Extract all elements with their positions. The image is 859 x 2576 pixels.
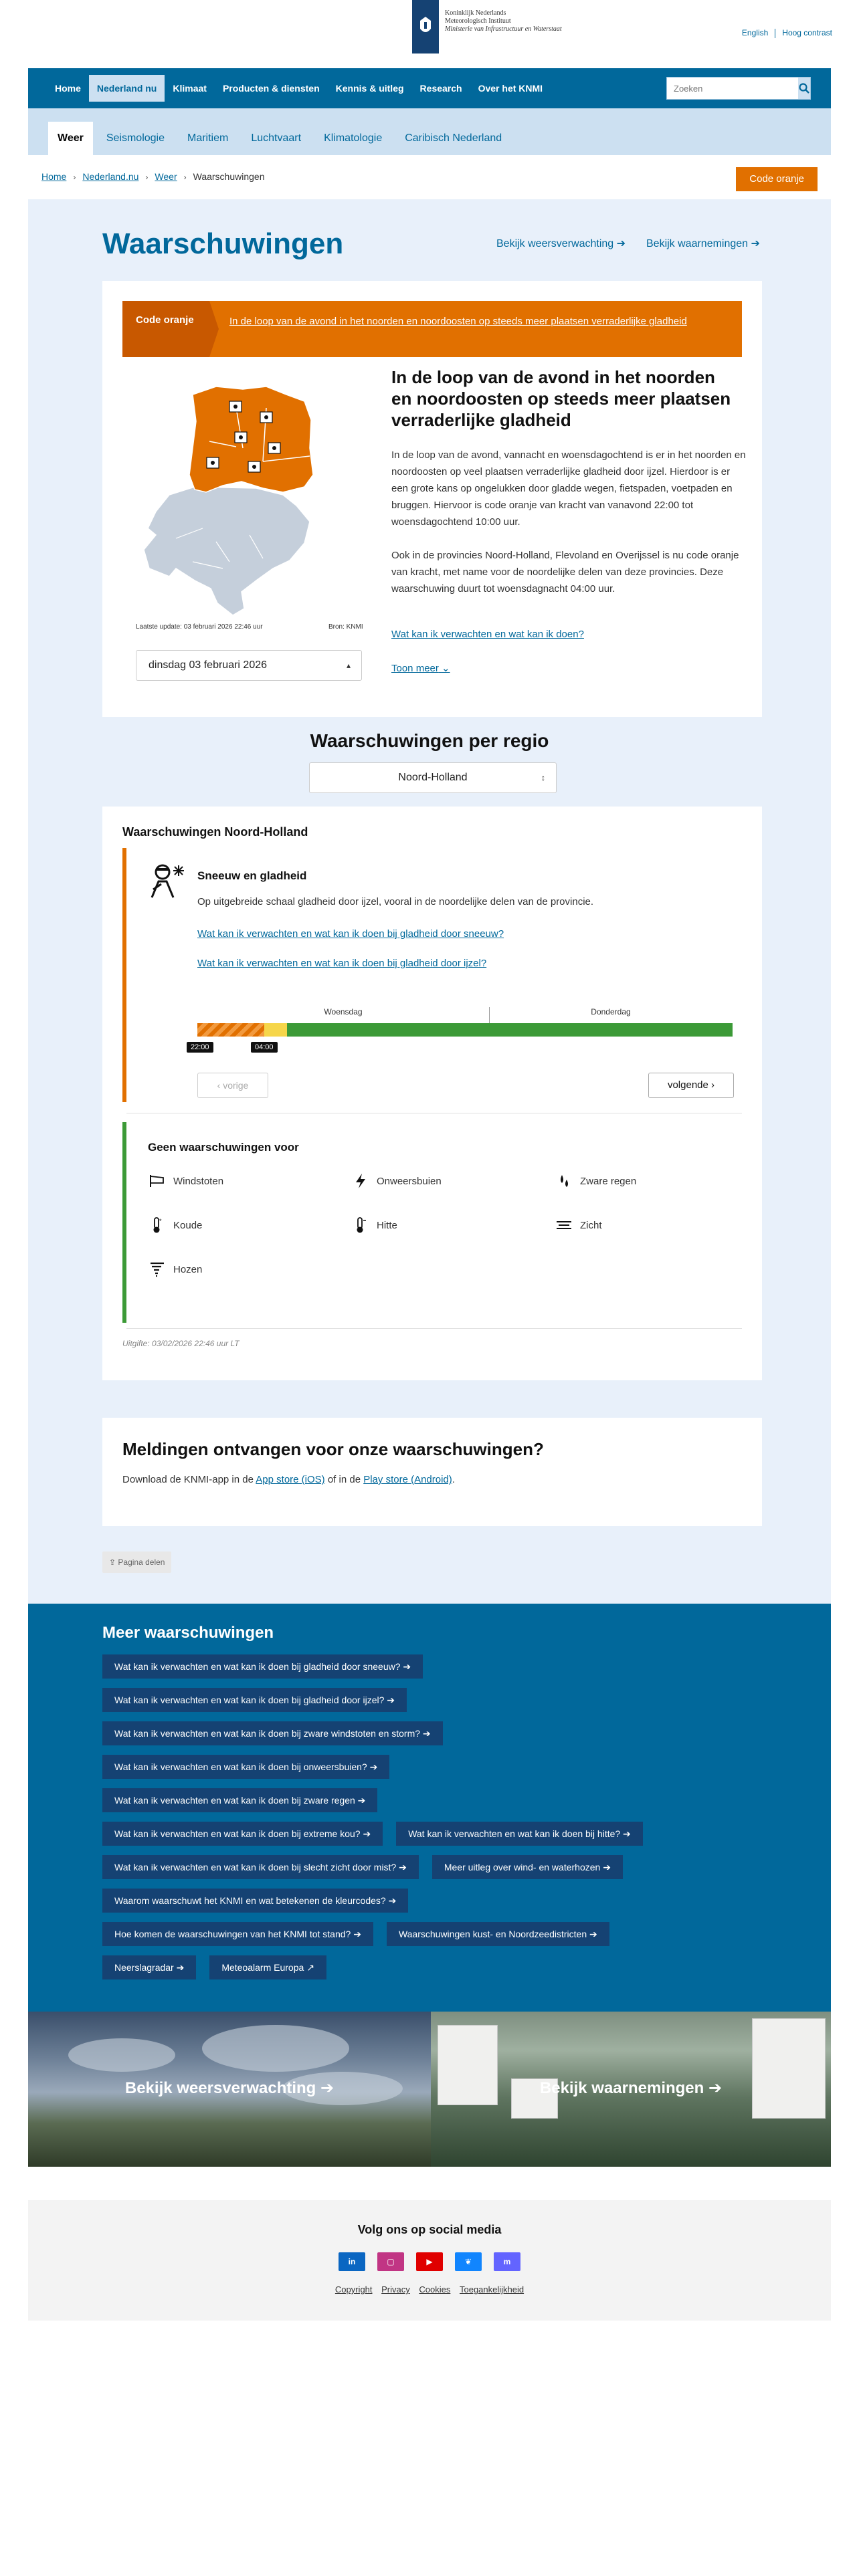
main-navigation <box>28 68 831 108</box>
forecast-link[interactable] <box>496 237 626 250</box>
crest-icon <box>412 0 439 53</box>
notifications-text: Download de KNMI-app in de App store (iOS) of in de Play store (Android). <box>122 1474 455 1485</box>
more-link-mist[interactable]: Wat kan ik verwachten en wat kan ik doen bij slecht zicht door mist? ➔ <box>102 1855 419 1879</box>
timeline-day-2: Donderdag <box>591 1007 631 1016</box>
social-icons <box>28 2252 831 2271</box>
observations-panel-title: Bekijk waarnemingen ➔ <box>539 2079 723 2097</box>
chevron-right-icon: › <box>145 173 149 182</box>
snow-warning-title: Sneeuw en gladheid <box>197 869 307 882</box>
footer-link-cookies[interactable]: Cookies <box>419 2284 451 2294</box>
map-source: Bron: KNMI <box>328 623 363 631</box>
social-section <box>28 2200 831 2321</box>
timeline-orange-segment <box>197 1023 264 1037</box>
cold-thermometer-icon <box>148 1216 167 1235</box>
nav-nederland-nu[interactable]: Nederland nu <box>89 75 165 102</box>
footer-link-copyright[interactable]: Copyright <box>335 2284 373 2294</box>
none-item-onweersbuien: Onweersbuien <box>351 1172 442 1190</box>
footer-links <box>28 2284 831 2294</box>
share-label: Pagina delen <box>118 1558 165 1567</box>
more-link-ijzel[interactable]: Wat kan ik verwachten en wat kan ik doen bij gladheid door ijzel? ➔ <box>102 1688 407 1712</box>
alert-banner <box>122 301 742 357</box>
breadcrumb-weer[interactable]: Weer <box>155 171 177 182</box>
none-item-zware-regen: Zware regen <box>555 1172 636 1190</box>
more-warnings-section <box>28 1604 831 2012</box>
sub-navigation <box>28 108 831 155</box>
forecast-panel-title: Bekijk weersverwachting ➔ <box>124 2079 335 2097</box>
bluesky-icon[interactable]: ❦ <box>455 2252 482 2271</box>
logo-text <box>439 0 562 33</box>
rain-icon <box>555 1172 573 1190</box>
more-warnings-title: Meer waarschuwingen <box>102 1624 274 1642</box>
none-item-hozen: Hozen <box>148 1260 202 1279</box>
snow-warning-description: Op uitgebreide schaal gladheid door ijzel, vooral in de noordelijke delen van de provincie. <box>197 896 594 907</box>
breadcrumb-current: Waarschuwingen <box>193 171 265 182</box>
more-link-sneeuw[interactable]: Wat kan ik verwachten en wat kan ik doen bij gladheid door sneeuw? ➔ <box>102 1654 423 1679</box>
observations-link[interactable] <box>646 237 760 250</box>
footer-link-privacy[interactable]: Privacy <box>381 2284 410 2294</box>
lightning-icon <box>351 1172 370 1190</box>
more-link-zware-regen[interactable]: Wat kan ik verwachten en wat kan ik doen bij zware regen ➔ <box>102 1788 377 1812</box>
none-item-koude: * Koude <box>148 1216 202 1235</box>
more-link-onweer[interactable]: Wat kan ik verwachten en wat kan ik doen bij onweersbuien? ➔ <box>102 1755 389 1779</box>
next-button[interactable] <box>648 1073 734 1098</box>
mastodon-icon[interactable]: m <box>494 2252 520 2271</box>
timeline-yellow-segment <box>264 1023 287 1037</box>
external-link-icon: ↗ <box>306 1962 314 1973</box>
page-title: Waarschuwingen <box>102 227 344 260</box>
subnav-klimatologie[interactable]: Klimatologie <box>324 132 383 144</box>
map-updated: Laatste update: 03 februari 2026 22:46 uur <box>136 623 263 631</box>
region-select-value: Noord-Holland <box>398 772 468 783</box>
arrow-right-icon: ➔ <box>616 238 626 249</box>
linkedin-icon[interactable]: in <box>339 2252 365 2271</box>
alert-code-label: Code oranje <box>122 301 209 357</box>
select-arrows-icon: ↕ <box>541 773 545 782</box>
share-page-button[interactable] <box>102 1551 171 1573</box>
alert-card <box>102 281 762 717</box>
forecast-link-label: Bekijk weersverwachting <box>496 238 614 249</box>
region-warnings-card <box>102 807 762 1380</box>
instagram-icon[interactable]: ▢ <box>377 2252 404 2271</box>
more-link-hozen[interactable]: Meer uitleg over wind- en waterhozen ➔ <box>432 1855 623 1879</box>
more-link-meteoalarm[interactable]: Meteoalarm Europa ↗ <box>209 1955 326 1979</box>
breadcrumb-home[interactable]: Home <box>41 171 67 182</box>
search-icon <box>799 83 809 94</box>
region-heading: Waarschuwingen per regio <box>310 730 549 751</box>
none-item-hitte: Hitte <box>351 1216 397 1235</box>
nav-over-knmi[interactable]: Over het KNMI <box>478 83 543 94</box>
timeline-end-time: 04:00 <box>251 1042 278 1053</box>
select-arrows-icon: ▴ <box>346 661 351 670</box>
more-link-kou[interactable]: Wat kan ik verwachten en wat kan ik doen bij extreme kou? ➔ <box>102 1822 383 1846</box>
none-item-windstoten: Windstoten <box>148 1172 223 1190</box>
play-store-link[interactable]: Play store (Android) <box>363 1474 452 1485</box>
social-title: Volg ons op social media <box>357 2223 502 2236</box>
logo-line-1: Koninklijk Nederlands <box>445 9 506 17</box>
top-links <box>742 28 832 38</box>
alert-link[interactable]: In de loop van de avond in het noorden en noordoosten op steeds meer plaatsen verraderlijke gladheid <box>229 316 687 327</box>
none-item-zicht: Zicht <box>555 1216 602 1235</box>
search-button[interactable] <box>798 78 810 99</box>
observations-link-label: Bekijk waarnemingen <box>646 238 749 249</box>
more-warnings-links <box>102 1654 758 1989</box>
region-select[interactable] <box>309 762 557 793</box>
notifications-card <box>102 1418 762 1526</box>
subnav-luchtvaart[interactable]: Luchtvaart <box>251 132 302 144</box>
subnav-maritiem[interactable]: Maritiem <box>187 132 229 144</box>
breadcrumb-nederland-nu[interactable]: Nederland.nu <box>82 171 139 182</box>
more-link-storm[interactable]: Wat kan ik verwachten en wat kan ik doen bij zware windstoten en storm? ➔ <box>102 1721 443 1745</box>
search-box <box>666 77 811 100</box>
more-link-kust-noordzee[interactable]: Waarschuwingen kust- en Noordzeedistricten ➔ <box>387 1922 609 1946</box>
snow-warning-block <box>122 848 742 1102</box>
heat-thermometer-icon <box>351 1216 370 1235</box>
fog-icon <box>555 1216 573 1235</box>
more-link-totstandkoming[interactable]: Hoe komen de waarschuwingen van het KNMI tot stand? ➔ <box>102 1922 373 1946</box>
issued-timestamp: Uitgifte: 03/02/2026 22:46 uur LT <box>122 1339 240 1348</box>
wind-icon <box>148 1172 167 1190</box>
no-warnings-block <box>122 1122 742 1323</box>
more-link-hitte[interactable]: Wat kan ik verwachten en wat kan ik doen bij hitte? ➔ <box>396 1822 643 1846</box>
observations-panel[interactable] <box>431 2012 831 2167</box>
high-contrast-link[interactable]: Hoog contrast <box>782 28 832 37</box>
warning-paragraph-2: Ook in de provincies Noord-Holland, Flevoland en Overijssel is nu code oranje van kracht, met name voor de noordelijke delen van deze provincies. Deze waarschuwing duurt tot woensdagnacht 04:00 uur. <box>391 550 739 595</box>
warning-expect-link[interactable]: Wat kan ik verwachten en wat kan ik doen? <box>391 629 584 640</box>
chevron-right-icon: › <box>711 1079 715 1091</box>
subnav-caribisch-nederland[interactable]: Caribisch Nederland <box>405 132 502 144</box>
forecast-panel[interactable] <box>28 2012 431 2167</box>
svg-text:*: * <box>159 1218 162 1224</box>
search-input[interactable] <box>667 78 798 99</box>
timeline-start-time: 22:00 <box>187 1042 213 1053</box>
warning-paragraph-1: In de loop van de avond, vannacht en woensdagochtend is er in het noorden en noordoosten op veel plaatsen verraderlijke gladheid door ijzel. Hierdoor is er een grote kans op ongelukken door gladde wegen, fietspaden, voetpaden en bruggen. Hiervoor is code oranje van kracht van vanavond 22:00 tot woensdagochtend 10:00 uur. <box>391 449 746 528</box>
snow-ice-icon <box>147 860 187 900</box>
previous-label: vorige <box>223 1080 249 1091</box>
previous-button[interactable] <box>197 1073 268 1098</box>
nav-research[interactable]: Research <box>419 83 462 94</box>
ice-expect-link[interactable]: Wat kan ik verwachten en wat kan ik doen bij gladheid door ijzel? <box>197 958 487 969</box>
notifications-title: Meldingen ontvangen voor onze waarschuwingen? <box>122 1439 544 1459</box>
warning-timeline <box>191 1007 733 1054</box>
chevron-right-icon: › <box>73 173 76 182</box>
share-icon: ⇪ <box>109 1558 116 1567</box>
logo-line-2: Meteorologisch Instituut <box>445 17 511 25</box>
date-select-value: dinsdag 03 februari 2026 <box>149 659 268 671</box>
chevron-down-icon: ⌄ <box>442 663 450 674</box>
timeline-day-1: Woensdag <box>324 1007 363 1016</box>
youtube-icon[interactable]: ▶ <box>416 2252 443 2271</box>
subnav-weer[interactable]: Weer <box>48 122 93 155</box>
code-oranje-button[interactable]: Code oranje <box>736 167 818 191</box>
breadcrumb <box>41 171 265 182</box>
site-header <box>0 0 859 68</box>
date-select[interactable] <box>136 650 362 681</box>
timeline-bar <box>197 1023 733 1037</box>
tornado-icon <box>148 1260 167 1279</box>
nav-kennis-uitleg[interactable]: Kennis & uitleg <box>335 83 404 94</box>
app-store-link[interactable]: App store (iOS) <box>256 1474 325 1485</box>
show-more-link[interactable] <box>391 662 450 674</box>
english-link[interactable]: English <box>741 28 769 37</box>
no-warnings-title: Geen waarschuwingen voor <box>148 1141 299 1154</box>
arrow-right-icon: ➔ <box>751 238 760 249</box>
region-card-title: Waarschuwingen Noord-Holland <box>122 825 308 839</box>
more-link-kleurcodes[interactable]: Waarom waarschuwt het KNMI en wat betekenen de kleurcodes? ➔ <box>102 1889 408 1913</box>
subnav-seismologie[interactable]: Seismologie <box>106 132 165 144</box>
nav-home[interactable]: Home <box>55 83 81 94</box>
nav-producten-diensten[interactable]: Producten & diensten <box>222 83 320 94</box>
knmi-logo[interactable] <box>412 0 562 53</box>
footer-link-toegankelijkheid[interactable]: Toegankelijkheid <box>459 2284 524 2294</box>
warning-map[interactable] <box>129 368 357 629</box>
logo-line-3: Ministerie van Infrastructuur en Waterstaat <box>445 25 562 33</box>
chevron-left-icon: ‹ <box>217 1080 221 1091</box>
breadcrumb-row <box>28 155 831 199</box>
next-label: volgende <box>667 1079 708 1091</box>
show-more-label: Toon meer <box>391 663 439 674</box>
chevron-right-icon: › <box>183 173 187 182</box>
warning-heading: In de loop van de avond in het noorden en noordoosten op steeds meer plaatsen verraderlijke gladheid <box>391 367 731 430</box>
nav-klimaat[interactable]: Klimaat <box>173 83 207 94</box>
snow-expect-link[interactable]: Wat kan ik verwachten en wat kan ik doen bij gladheid door sneeuw? <box>197 928 504 940</box>
more-link-neerslagradar[interactable]: Neerslagradar ➔ <box>102 1955 196 1979</box>
